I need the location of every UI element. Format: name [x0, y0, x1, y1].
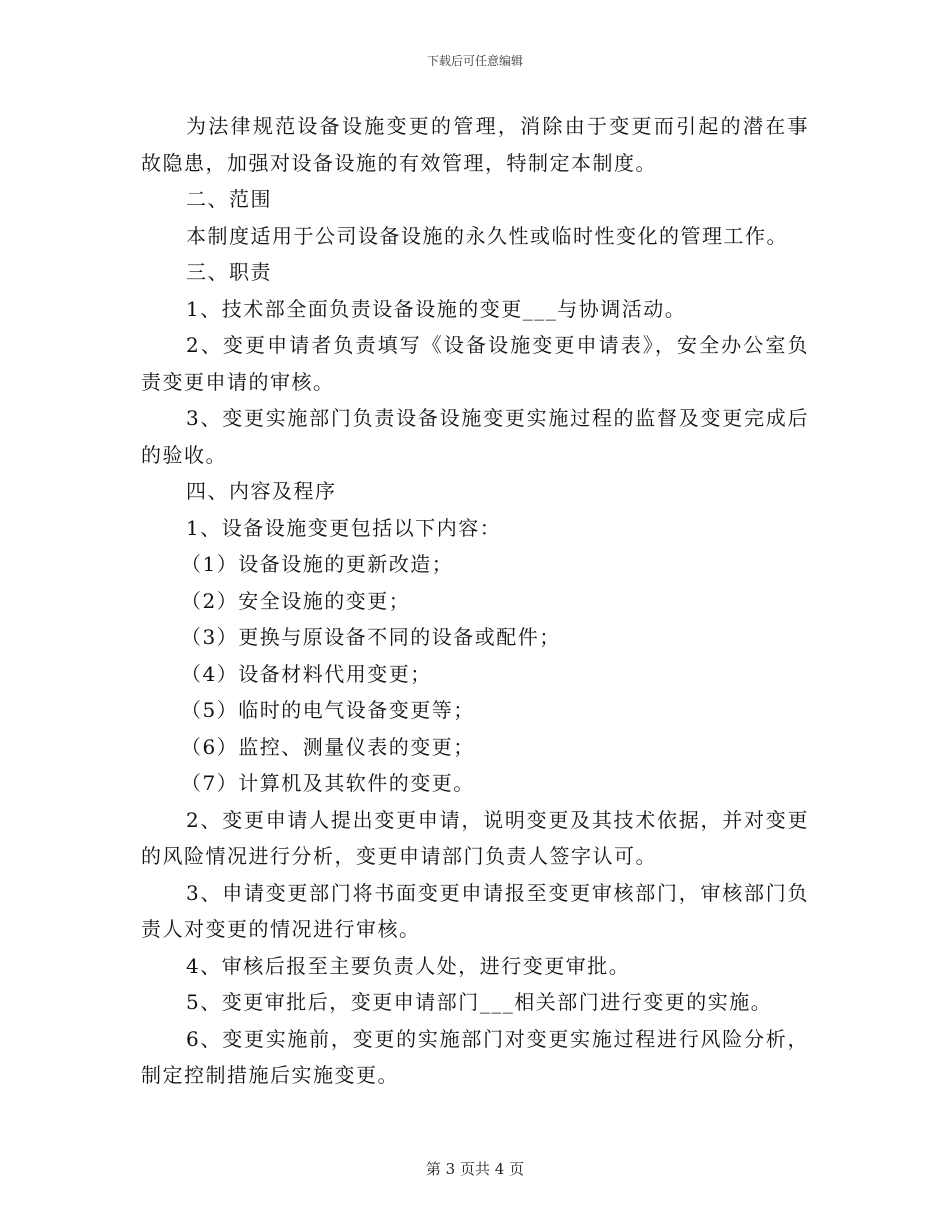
paragraph-scope: 本制度适用于公司设备设施的永久性或临时性变化的管理工作。 [186, 223, 788, 248]
page-number-footer: 第 3 页共 4 页 [425, 1160, 525, 1178]
paragraph-purpose: 为法律规范设备设施变更的管理，消除由于变更而引起的潜在事故隐患，加强对设备设施的有效管理，特制定本制度。 [141, 114, 809, 175]
list-item-change-2: （2）安全设施的变更； [181, 588, 411, 613]
list-item-change-7: （7）计算机及其软件的变更。 [181, 771, 475, 795]
paragraph-responsibility-3: 3、变更实施部门负责设备设施变更实施过程的监督及变更完成后的验收。 [141, 406, 809, 467]
paragraph-procedure-5: 5、变更审批后，变更申请部门___相关部门进行变更的实施。 [186, 990, 773, 1014]
list-item-change-3: （3）更换与原设备不同的设备或配件； [181, 625, 561, 649]
list-item-change-6: （6）监控、测量仪表的变更； [181, 734, 475, 759]
section-heading-content-procedure: 四、内容及程序 [186, 479, 337, 503]
paragraph-procedure-4: 4、审核后报至主要负责人处，进行变更审批。 [186, 953, 631, 978]
paragraph-procedure-1: 1、设备设施变更包括以下内容： [186, 515, 502, 540]
paragraph-responsibility-2: 2、变更申请者负责填写《设备设施变更申请表》，安全办公室负责变更申请的审核。 [141, 333, 809, 394]
paragraph-procedure-3: 3、申请变更部门将书面变更申请报至变更审核部门，审核部门负责人对变更的情况进行审核。 [141, 880, 809, 941]
paragraph-procedure-2: 2、变更申请人提出变更申请，说明变更及其技术依据，并对变更的风险情况进行分析，变更申请部门负责人签字认可。 [141, 807, 809, 868]
list-item-change-5: （5）临时的电气设备变更等； [181, 698, 475, 722]
section-heading-responsibilities: 三、职责 [186, 260, 272, 284]
page-header-note: 下载后可任意编辑 [426, 54, 523, 68]
list-item-change-1: （1）设备设施的更新改造； [181, 552, 454, 576]
document-body [141, 108, 809, 1094]
list-item-change-4: （4）设备材料代用变更； [181, 661, 432, 686]
section-heading-scope: 二、范围 [186, 187, 272, 211]
paragraph-responsibility-1: 1、技术部全面负责设备设施的变更___与协调活动。 [186, 296, 687, 321]
paragraph-procedure-6: 6、变更实施前，变更的实施部门对变更实施过程进行风险分析，制定控制措施后实施变更。 [141, 1026, 809, 1087]
